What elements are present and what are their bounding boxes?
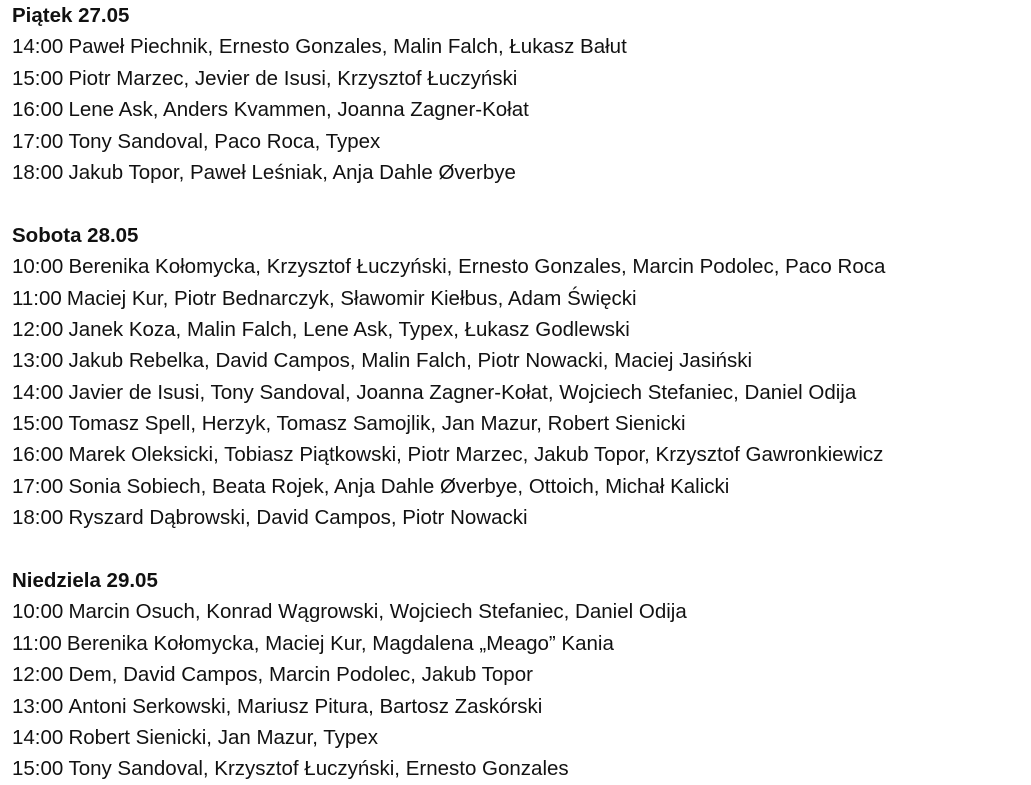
slot-time: 15:00 bbox=[12, 757, 64, 781]
slot-time: 12:00 bbox=[12, 663, 64, 687]
slot-time: 15:00 bbox=[12, 412, 64, 436]
slot-time: 18:00 bbox=[12, 160, 64, 184]
slot-names: Jakub Topor, Paweł Leśniak, Anja Dahle Øverbye bbox=[68, 160, 516, 184]
slot-names: Marek Oleksicki, Tobiasz Piątkowski, Piotr Marzec, Jakub Topor, Krzysztof Gawronkiewicz bbox=[68, 443, 884, 467]
slot-time: 11:00 bbox=[12, 631, 62, 655]
slot-time: 15:00 bbox=[12, 66, 64, 90]
schedule-slot bbox=[12, 31, 1027, 62]
slot-names: Marcin Osuch, Konrad Wągrowski, Wojciech Stefaniec, Daniel Odija bbox=[68, 600, 687, 624]
slot-names: Piotr Marzec, Jevier de Isusi, Krzysztof Łuczyński bbox=[68, 66, 518, 90]
schedule-slot bbox=[12, 377, 1027, 408]
slot-names: Berenika Kołomycka, Krzysztof Łuczyński, Ernesto Gonzales, Marcin Podolec, Paco Roca bbox=[68, 255, 886, 279]
slot-time: 14:00 bbox=[12, 725, 64, 749]
slot-time: 16:00 bbox=[12, 98, 64, 122]
slot-names: Lene Ask, Anders Kvammen, Joanna Zagner-Kołat bbox=[68, 98, 529, 122]
schedule-slot bbox=[12, 596, 1027, 627]
schedule-slot bbox=[12, 471, 1027, 502]
slot-names: Antoni Serkowski, Mariusz Pitura, Bartosz Zaskórski bbox=[68, 694, 543, 718]
slot-time: 13:00 bbox=[12, 694, 64, 718]
schedule-document bbox=[12, 0, 1027, 785]
slot-names: Ryszard Dąbrowski, David Campos, Piotr Nowacki bbox=[68, 506, 528, 530]
schedule-slot bbox=[12, 659, 1027, 690]
slot-time: 18:00 bbox=[12, 506, 64, 530]
slot-time: 11:00 bbox=[12, 286, 62, 310]
slot-time: 16:00 bbox=[12, 443, 64, 467]
day-heading-friday: Piątek 27.05 bbox=[12, 4, 130, 27]
slot-time: 10:00 bbox=[12, 255, 64, 279]
schedule-slot bbox=[12, 157, 1027, 188]
slot-names: Javier de Isusi, Tony Sandoval, Joanna Zagner-Kołat, Wojciech Stefaniec, Daniel Odija bbox=[68, 380, 857, 404]
schedule-slot bbox=[12, 753, 1027, 784]
slot-names: Paweł Piechnik, Ernesto Gonzales, Malin Falch, Łukasz Bałut bbox=[68, 35, 627, 59]
slot-time: 13:00 bbox=[12, 349, 64, 373]
slot-time: 12:00 bbox=[12, 317, 64, 341]
slot-time: 17:00 bbox=[12, 129, 64, 153]
schedule-slot bbox=[12, 94, 1027, 125]
slot-time: 14:00 bbox=[12, 380, 64, 404]
slot-time: 17:00 bbox=[12, 474, 64, 498]
slot-time: 10:00 bbox=[12, 600, 64, 624]
slot-names: Robert Sienicki, Jan Mazur, Typex bbox=[68, 725, 378, 749]
schedule-slot bbox=[12, 314, 1027, 345]
slot-names: Sonia Sobiech, Beata Rojek, Anja Dahle Øverbye, Ottoich, Michał Kalicki bbox=[68, 474, 730, 498]
blank-line bbox=[12, 534, 1027, 565]
slot-names: Tony Sandoval, Paco Roca, Typex bbox=[68, 129, 381, 153]
schedule-slot bbox=[12, 345, 1027, 376]
slot-time: 14:00 bbox=[12, 35, 64, 59]
schedule-slot bbox=[12, 283, 1027, 314]
schedule-slot bbox=[12, 628, 1027, 659]
schedule-slot bbox=[12, 691, 1027, 722]
schedule-slot bbox=[12, 439, 1027, 470]
slot-names: Jakub Rebelka, David Campos, Malin Falch, Piotr Nowacki, Maciej Jasiński bbox=[68, 349, 753, 373]
schedule-slot bbox=[12, 126, 1027, 157]
slot-names: Berenika Kołomycka, Maciej Kur, Magdalena „Meago” Kania bbox=[66, 631, 614, 655]
slot-names: Dem, David Campos, Marcin Podolec, Jakub Topor bbox=[68, 663, 533, 687]
slot-names: Tomasz Spell, Herzyk, Tomasz Samojlik, Jan Mazur, Robert Sienicki bbox=[68, 412, 686, 436]
schedule-slot bbox=[12, 722, 1027, 753]
schedule-slot bbox=[12, 408, 1027, 439]
slot-names: Janek Koza, Malin Falch, Lene Ask, Typex, Łukasz Godlewski bbox=[68, 317, 630, 341]
slot-names: Maciej Kur, Piotr Bednarczyk, Sławomir Kiełbus, Adam Święcki bbox=[66, 286, 637, 310]
schedule-slot bbox=[12, 63, 1027, 94]
blank-line bbox=[12, 188, 1027, 219]
day-heading-sunday: Niedziela 29.05 bbox=[12, 569, 158, 593]
slot-names: Tony Sandoval, Krzysztof Łuczyński, Ernesto Gonzales bbox=[68, 757, 569, 781]
schedule-slot bbox=[12, 502, 1027, 533]
day-heading-saturday: Sobota 28.05 bbox=[12, 223, 139, 247]
schedule-slot bbox=[12, 251, 1027, 282]
